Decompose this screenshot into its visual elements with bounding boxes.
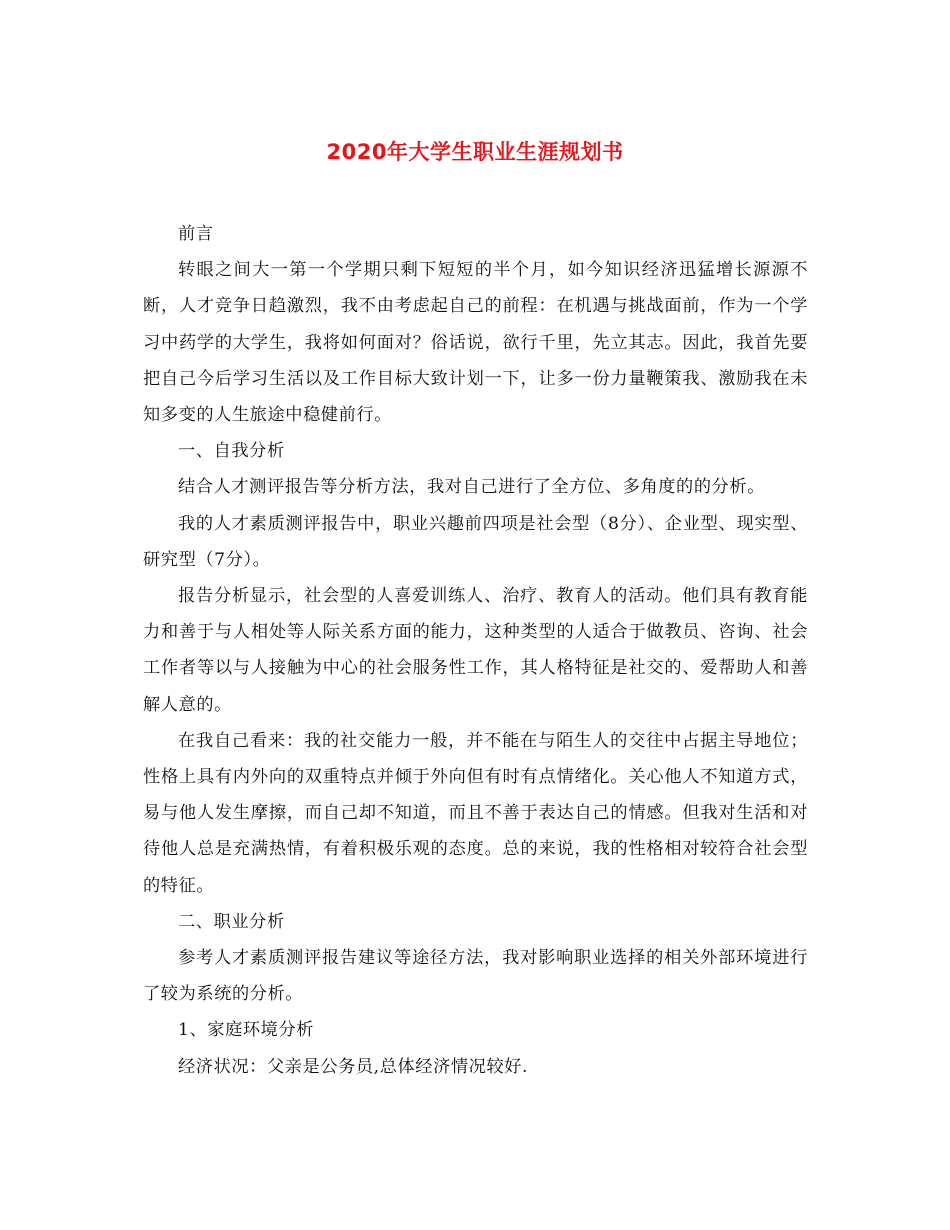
section-heading-career-analysis: 二、职业分析	[178, 911, 285, 932]
document-title: 2020年大学生职业生涯规划书	[326, 140, 624, 164]
section-heading-self-analysis: 一、自我分析	[178, 441, 285, 462]
paragraph-analysis-method: 结合人才测评报告等分析方法，我对自己进行了全方位、多角度的的分析。	[178, 477, 765, 498]
paragraph-self-view: 在我自己看来：我的社交能力一般，并不能在与陌生人的交往中占据主导地位；性格上具有内外向的双重特点并倾于外向但有时有点情绪化。关心他人不知道方式，易与他人发生摩擦，而自己却不知道，而且不善于表达自己的情感。但我对生活和对待他人总是充满热情，有着积极乐观的态度。总的来说，我的性格相对较符合社会型的特征。	[143, 730, 808, 896]
paragraph-report-analysis: 报告分析显示，社会型的人喜爱训练人、治疗、教育人的活动。他们具有教育能力和善于与人相处等人际关系方面的能力，这种类型的人适合于做教员、咨询、社会工作者等以与人接触为中心的社会服务性工作，其人格特征是社交的、爱帮助人和善解人意的。	[143, 586, 808, 715]
section-heading-preface: 前言	[178, 224, 214, 244]
paragraph-assessment-report: 我的人才素质测评报告中，职业兴趣前四项是社会型（8分）、企业型、现实型、研究型（7分）。	[143, 513, 808, 570]
paragraph-intro: 转眼之间大一第一个学期只剩下短短的半个月，如今知识经济迅猛增长源源不断，人才竞争日趋激烈，我不由考虑起自己的前程：在机遇与挑战面前，作为一个学习中药学的大学生，我将如何面对？俗话说，欲行千里，先立其志。因此，我首先要把自己今后学习生活以及工作目标大致计划一下，让多一份力量鞭策我、激励我在未知多变的人生旅途中稳健前行。	[143, 260, 808, 426]
document-body	[143, 216, 808, 1085]
paragraph-career-method: 参考人才素质测评报告建议等途径方法，我对影响职业选择的相关外部环境进行了较为系统的分析。	[143, 948, 808, 1005]
subsection-heading-family: 1、家庭环境分析	[178, 1020, 315, 1041]
paragraph-economic-status: 经济状况：父亲是公务员,总体经济情况较好.	[178, 1056, 529, 1077]
